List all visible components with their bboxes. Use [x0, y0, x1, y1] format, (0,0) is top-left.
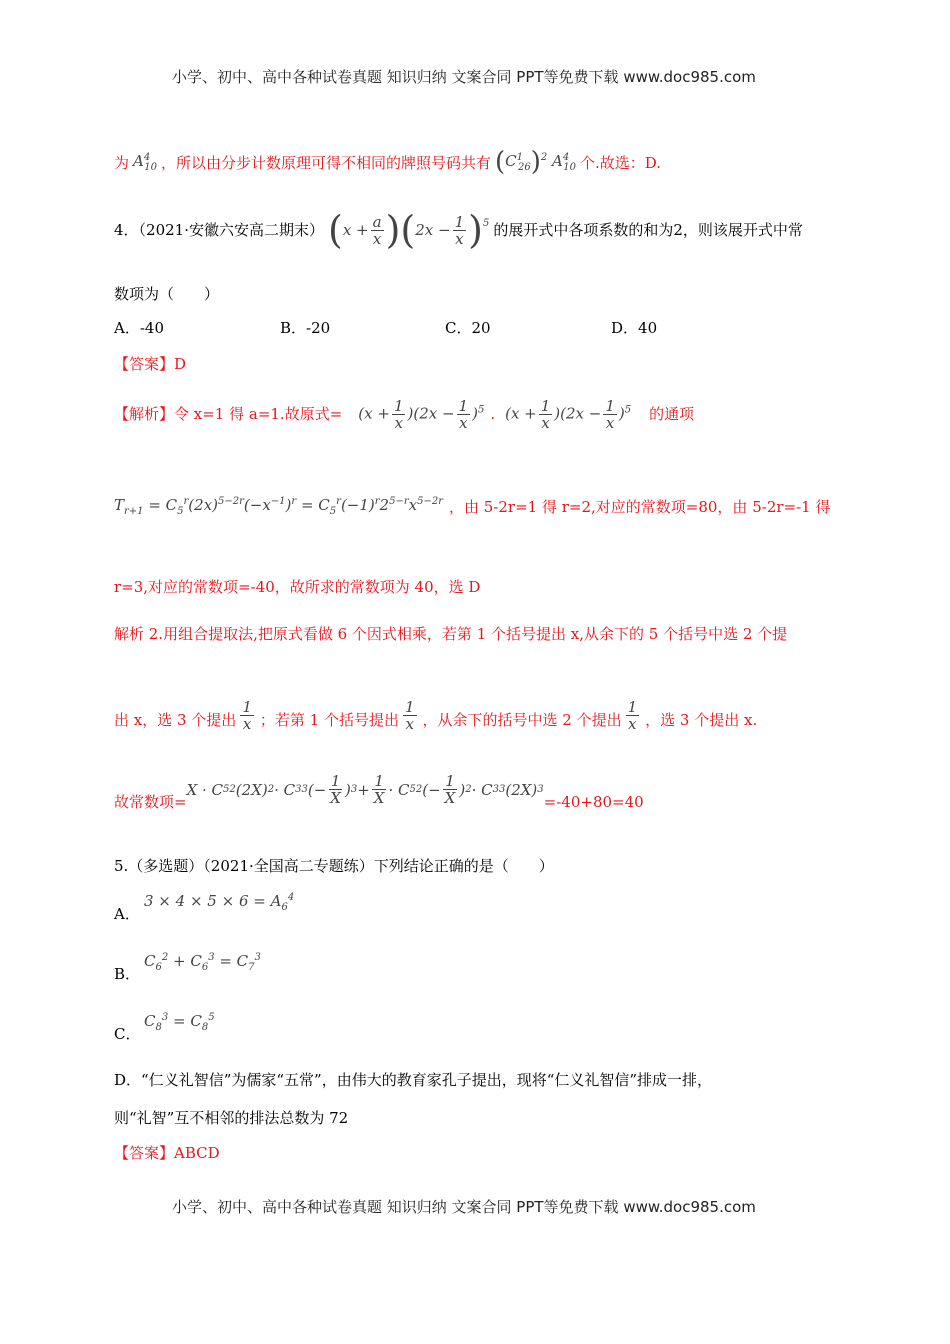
formula-one-over-x-3: $\frac{1}{x}$	[627, 698, 638, 733]
q4-option-a: A．-40	[114, 319, 164, 337]
formula-one-over-x-1: $\frac{1}{x}$	[242, 698, 252, 733]
q4-stem-b: 的展开式中各项系数的和为2，则该展开式中常	[493, 221, 803, 239]
q4-analysis-line3: r=3,对应的常数项=-40，故所求的常数项为 40，选 D	[114, 578, 481, 596]
q4-option-d: D．40	[611, 319, 658, 337]
line5-a: 出 x，选 3 个提出	[114, 711, 237, 729]
prev-text-b: ，所以由分步计数原理可得不相同的牌照号码共有	[160, 154, 491, 172]
formula-q5-b: $C_6^2 + C_6^3 = C_7^3$	[144, 952, 261, 973]
q4-analysis-line1	[114, 392, 694, 436]
q4-option-c: C．20	[445, 319, 491, 337]
formula-C26-squared-A10: $(C^1_{26})^2$ $A^4_{10}$	[494, 147, 576, 177]
q4-analysis-line4: 解析 2.用组合提取法,把原式看做 6 个因式相乘，若第 1 个括号提出 x,从余下的 5 个括号中选 2 个提	[114, 625, 788, 643]
line6-a: 故常数项=	[114, 793, 187, 811]
line5-d: ，选 3 个提出 x.	[645, 711, 758, 729]
prev-answer-line	[114, 148, 661, 178]
line6-b: =-40+80=40	[543, 793, 644, 811]
formula-A10-4: $A^4_{10}$	[133, 152, 157, 173]
q5-option-d-line1: D．“仁义礼智信”为儒家“五常”，由伟大的教育家孔子提出，现将“仁义礼智信”排成一排，	[114, 1071, 713, 1089]
formula-simplified-expr-1: (x + $\frac{1}{x}$ )(2x − $\frac{1}{x}$ )$^5$	[358, 396, 485, 432]
analysis-tail: 的通项	[649, 405, 695, 423]
formula-simplified-expr-2: (x + $\frac{1}{x}$ )(2x − $\frac{1}{x}$ )$^5$	[505, 396, 632, 432]
q4-analysis-line6	[114, 764, 644, 816]
q5-answer: 【答案】ABCD	[114, 1144, 220, 1162]
analysis-line2-tail: ，由 5-2r=1 得 r=2,对应的常数项=80，由 5-2r=-1 得	[448, 498, 831, 516]
q4-analysis-line2	[114, 492, 830, 522]
q5-option-d-line2: 则“礼智”互不相邻的排法总数为 72	[114, 1109, 349, 1127]
formula-constant-term: X · C 5 2 (2X) 2 · C 3 3 (− $\frac{1}{X}$ ) 3 + $\frac{1}{X}$ · C 5 2 (− $\frac{1}{X}$ ) 2 · C 3 3 (2X) 3	[186, 772, 544, 807]
line5-b: ；若第 1 个括号提出	[259, 711, 399, 729]
prev-text-a: 为	[114, 154, 130, 172]
q4-stem-c: 数项为（ ）	[114, 285, 220, 303]
q5-option-a-label: A．	[114, 905, 140, 923]
q4-analysis-line5	[114, 684, 757, 734]
q4-option-b: B．-20	[280, 319, 331, 337]
analysis-label: 【解析】令 x=1 得 a=1.故原式=	[114, 405, 343, 423]
formula-one-over-x-2: $\frac{1}{x}$	[404, 698, 415, 733]
q4-answer: 【答案】D	[114, 355, 187, 373]
line5-c: ，从余下的括号中选 2 个提出	[422, 711, 622, 729]
q4-stem-a: 4．（2021·安徽六安高二期末）	[114, 221, 324, 239]
q5-option-b-label: B．	[114, 965, 141, 983]
prev-text-c: 个.故选：D.	[579, 154, 662, 172]
analysis-separator: .	[490, 405, 496, 423]
formula-general-term: $T_{r+1} = C_5^r(2x)^{5-2r}(-x^{-1})^r = C_5^r(-1)^r2^{5-r}x^{5-2r}$	[114, 496, 443, 517]
page-header: 小学、初中、高中各种试卷真题 知识归纳 文案合同 PPT等免费下载 www.doc985.com	[172, 68, 756, 86]
formula-q5-a: $3 \times 4 \times 5 \times 6 = A_6^4$	[144, 892, 295, 913]
q5-stem: 5.（多选题）（2021·全国高二专题练）下列结论正确的是（ ）	[114, 857, 554, 875]
q4-stem	[114, 205, 803, 255]
formula-q4-expression: ( x + $\frac{a}{x}$ ) ( 2x − $\frac{1}{x}$ ) $^5$	[328, 208, 490, 252]
q5-option-c-label: C．	[114, 1025, 141, 1043]
formula-q5-c: $C_8^3 = C_8^5$	[144, 1012, 215, 1033]
page-footer: 小学、初中、高中各种试卷真题 知识归纳 文案合同 PPT等免费下载 www.doc985.com	[172, 1198, 756, 1216]
